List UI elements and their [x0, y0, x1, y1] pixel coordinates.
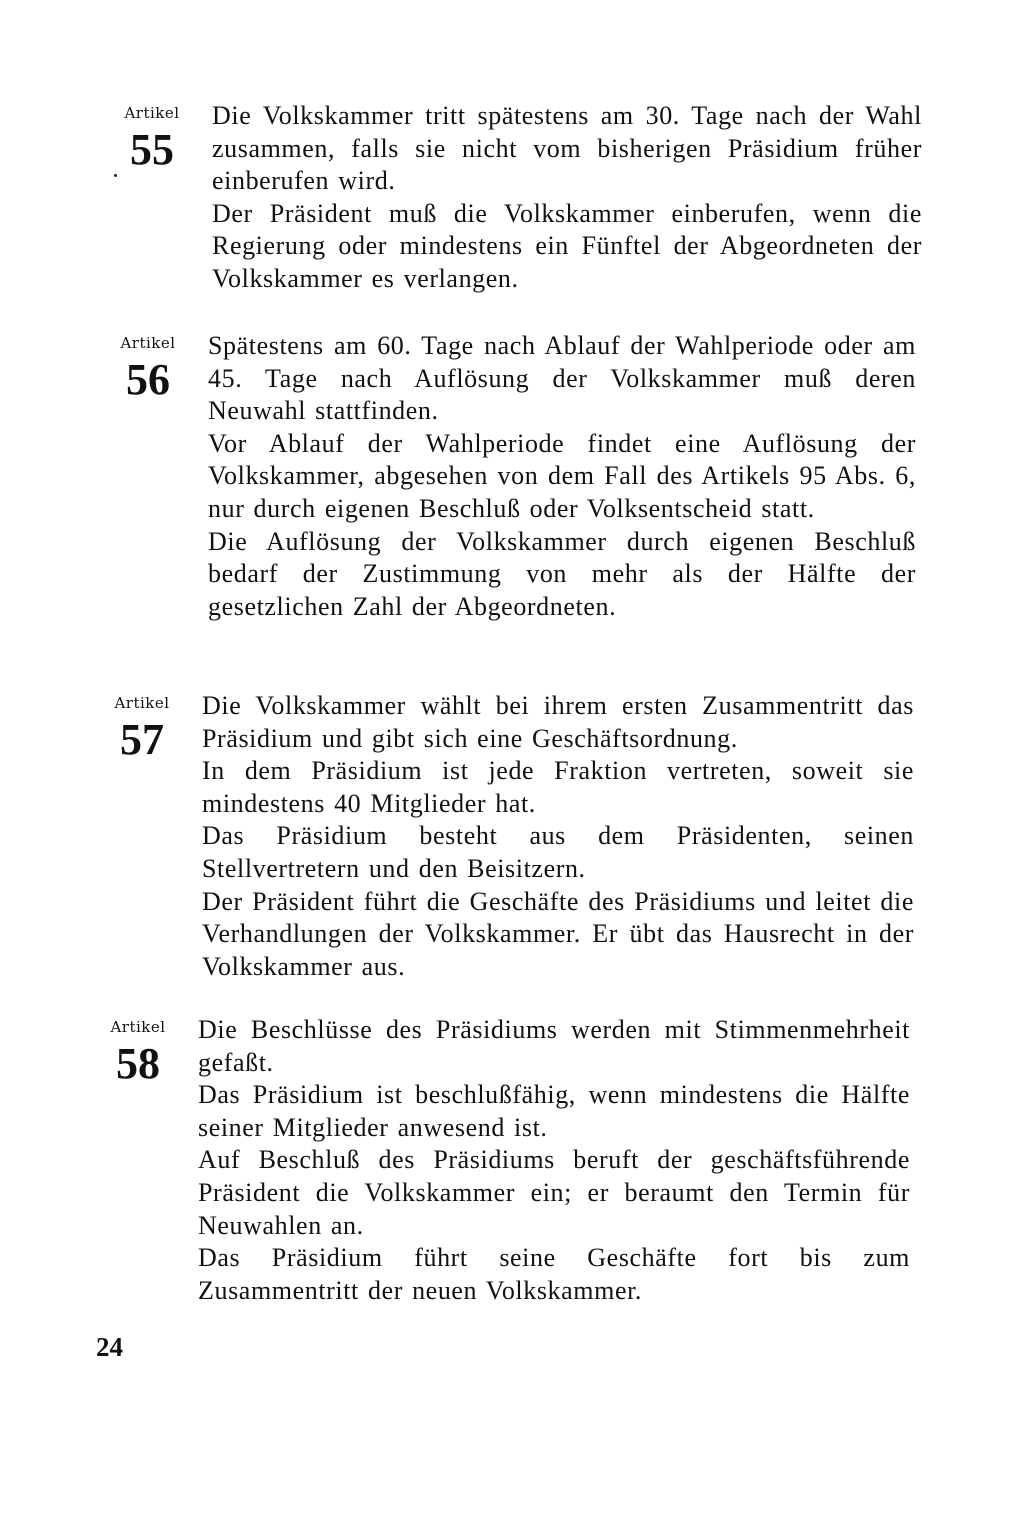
paragraph: Das Präsidium besteht aus dem Präsidenten, seinen Stellvertretern und den Beisitzern.	[202, 821, 914, 883]
print-speck	[114, 174, 117, 177]
paragraph: Der Präsident muß die Volkskammer einberufen, wenn die Regierung oder mindestens ein Fünftel der Abgeordneten der Volkskammer es verlangen.	[212, 198, 922, 293]
article-word: Artikel	[120, 334, 176, 352]
paragraph: Auf Beschluß des Präsidiums beruft der geschäftsführende Präsident die Volkskammer ein; er beraumt den Termin für Neuwahlen an.	[198, 1145, 910, 1240]
article-label	[112, 100, 192, 172]
article-label	[108, 330, 188, 402]
article-label	[98, 1014, 178, 1086]
article-number: 56	[126, 355, 170, 404]
article-word: Artikel	[124, 104, 180, 122]
article-word: Artikel	[110, 1018, 166, 1036]
article-body	[198, 1014, 910, 1307]
paragraph: Der Präsident führt die Geschäfte des Präsidiums und leitet die Verhandlungen der Volkskammer. Er übt das Hausrecht in der Volkskammer aus.	[202, 886, 914, 981]
article-label	[102, 690, 182, 762]
paragraph: Die Beschlüsse des Präsidiums werden mit Stimmenmehrheit gefaßt.	[198, 1015, 910, 1077]
paragraph: Spätestens am 60. Tage nach Ablauf der Wahlperiode oder am 45. Tage nach Auflösung der Volkskammer muß deren Neuwahl stattfinden.	[208, 331, 916, 426]
article-number: 58	[116, 1039, 160, 1088]
paragraph: Die Auflösung der Volkskammer durch eigenen Beschluß bedarf der Zustimmung von mehr als der Hälfte der gesetzlichen Zahl der Abgeordneten.	[208, 526, 916, 621]
article-number: 55	[130, 125, 174, 174]
paragraph: Das Präsidium führt seine Geschäfte fort bis zum Zusammentritt der neuen Volkskammer.	[198, 1243, 910, 1305]
article-number: 57	[120, 715, 164, 764]
article-body	[202, 690, 914, 983]
paragraph: Das Präsidium ist beschlußfähig, wenn mindestens die Hälfte seiner Mitglieder anwesend ist.	[198, 1080, 910, 1142]
paragraph: Vor Ablauf der Wahlperiode findet eine Auflösung der Volkskammer, abgesehen von dem Fall des Artikels 95 Abs. 6, nur durch eigenen Beschluß oder Volksentscheid statt.	[208, 428, 916, 523]
paragraph: Die Volkskammer tritt spätestens am 30. Tage nach der Wahl zusammen, falls sie nicht vom bisherigen Präsidium früher einberufen wird.	[212, 101, 922, 196]
paragraph: Die Volkskammer wählt bei ihrem ersten Zusammentritt das Präsidium und gibt sich eine Geschäftsordnung.	[202, 691, 914, 753]
page-number: 24	[96, 1332, 123, 1362]
paragraph: In dem Präsidium ist jede Fraktion vertreten, soweit sie mindestens 40 Mitglieder hat.	[202, 756, 914, 818]
article-word: Artikel	[114, 694, 170, 712]
article-body	[212, 100, 922, 296]
article-body	[208, 330, 916, 623]
